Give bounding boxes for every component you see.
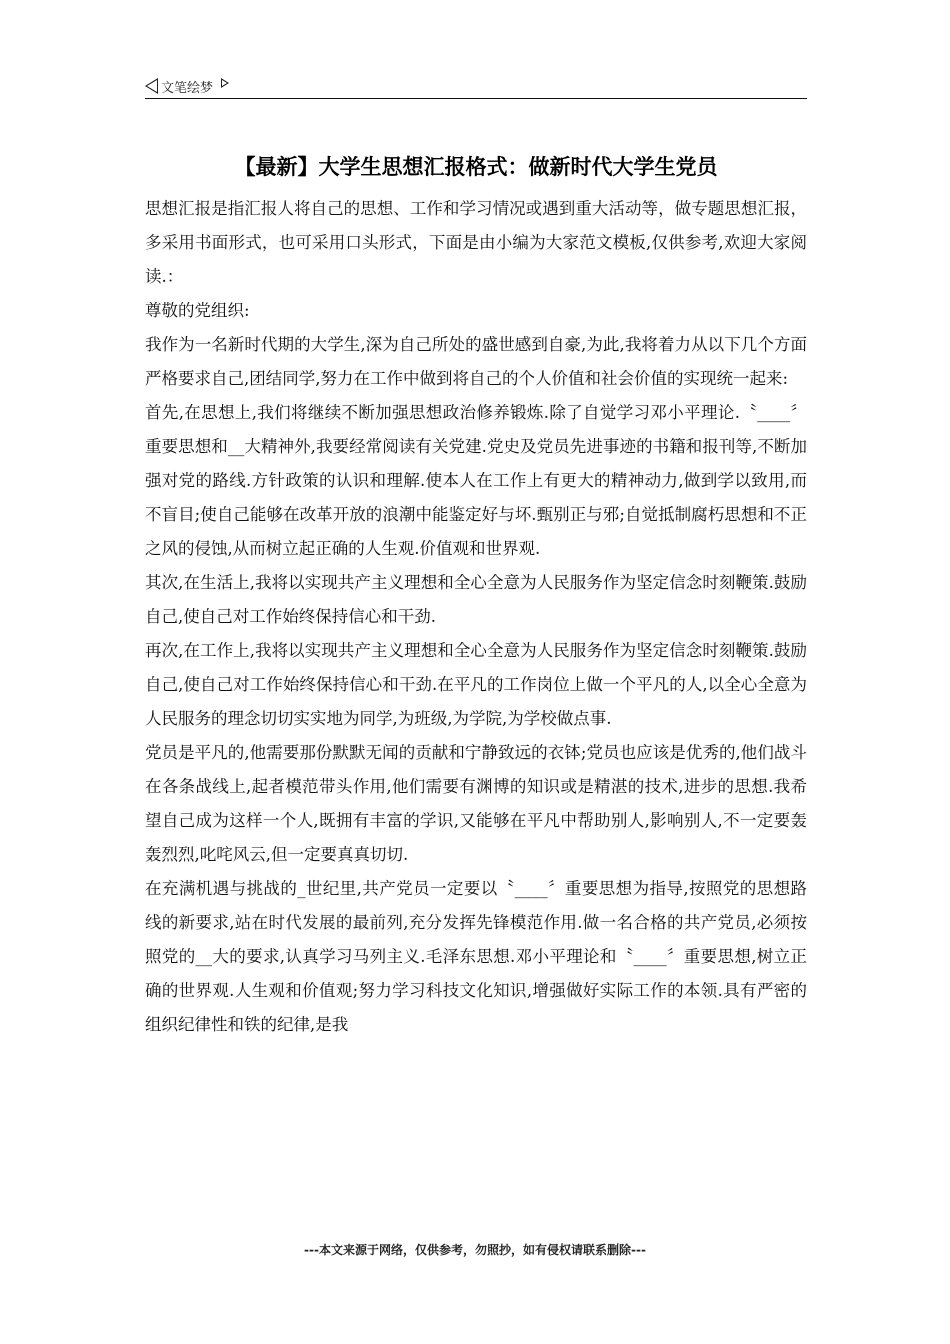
- paragraph: 首先,在思想上,我们将继续不断加强思想政治修养锻炼.除了自觉学习邓小平理论.〝____〞重要思想和__大精神外,我要经常阅读有关党建.党史及党员先进事迹的书籍和报刊等,不断加强对党的路线.方针政策的认识和理解.使本人在工作上有更大的精神动力,做到学以致用,而不盲目;使自己能够在改革开放的浪潮中能鉴定好与坏.甄别正与邪;自觉抵制腐朽思想和不正之风的侵蚀,从而树立起正确的人生观.价值观和世界观.: [145, 403, 807, 558]
- page-header: [145, 76, 807, 99]
- triangle-right-icon: [221, 78, 229, 88]
- paragraph-intro: 思想汇报是指汇报人将自己的思想、工作和学习情况或遇到重大活动等，做专题思想汇报，多采用书面形式，也可采用口头形式，下面是由小编为大家范文模板,仅供参考,欢迎大家阅读.：: [145, 199, 807, 286]
- paragraph-salutation: 尊敬的党组织:: [145, 301, 250, 320]
- paragraph: 我作为一名新时代期的大学生,深为自己所处的盛世感到自豪,为此,我将着力从以下几个方面严格要求自己,团结同学,努力在工作中做到将自己的个人价值和社会价值的实现统一起来:: [145, 335, 807, 388]
- paragraph: 党员是平凡的,他需要那份默默无闻的贡献和宁静致远的衣钵;党员也应该是优秀的,他们战斗在各条战线上,起者模范带头作用,他们需要有渊博的知识或是精湛的技术,进步的思想.我希望自己成为这样一个人,既拥有丰富的学识,又能够在平凡中帮助别人,影响别人,不一定要轰轰烈烈,叱咤风云,但一定要真真切切.: [145, 743, 807, 864]
- paragraph: 在充满机遇与挑战的_世纪里,共产党员一定要以〝____〞重要思想为指导,按照党的思想路线的新要求,站在时代发展的最前列,充分发挥先锋模范作用.做一名合格的共产党员,必须按照党的__大的要求,认真学习马列主义.毛泽东思想.邓小平理论和〝____〞重要思想,树立正确的世界观.人生观和价值观;努力学习科技文化知识,增强做好实际工作的本领.具有严密的组织纪律性和铁的纪律,是我: [145, 879, 807, 1034]
- paragraph: 再次,在工作上,我将以实现共产主义理想和全心全意为人民服务作为坚定信念时刻鞭策.鼓励自己,使自己对工作始终保持信心和干劲.在平凡的工作岗位上做一个平凡的人,以全心全意为人民服务的理念切切实实地为同学,为班级,为学院,为学校做点事.: [145, 641, 807, 728]
- triangle-left-icon: [145, 78, 158, 94]
- document-body: [145, 192, 807, 1042]
- document-title: 【最新】大学生思想汇报格式：做新时代大学生党员: [234, 155, 718, 179]
- page-footer-disclaimer: ---本文来源于网络，仅供参考，勿照抄，如有侵权请联系删除---: [304, 1243, 646, 1257]
- paragraph: 其次,在生活上,我将以实现共产主义理想和全心全意为人民服务作为坚定信念时刻鞭策.鼓励自己,使自己对工作始终保持信心和干劲.: [145, 573, 807, 626]
- header-brand: 文笔绘梦: [161, 80, 214, 96]
- header-row: [145, 76, 229, 96]
